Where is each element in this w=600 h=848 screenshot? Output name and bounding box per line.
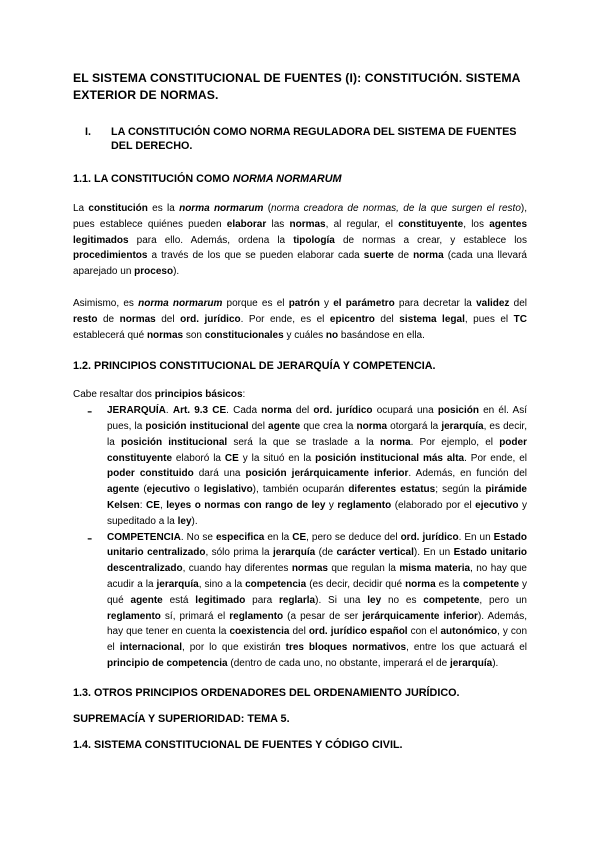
text-run: para (245, 594, 279, 606)
bold-term: competente (423, 594, 480, 606)
bold-term: ord. jurídico (180, 313, 241, 325)
text-run: ocupará una (372, 405, 438, 417)
text-run: , por lo que existirán (181, 642, 286, 654)
text-run: . Cada (226, 405, 262, 417)
text-run: : (139, 499, 147, 511)
bold-term: posición jerárquicamente inferior (245, 468, 409, 480)
bold-term: normas (291, 563, 328, 575)
paragraph-principios-intro (73, 387, 527, 403)
bold-term: patrón (288, 297, 320, 309)
bold-term: reglamento (337, 499, 392, 511)
text-run: de (97, 313, 120, 325)
bold-term: normas (289, 218, 326, 230)
bold-term: autonómico (440, 626, 498, 638)
bold-term: procedimientos (73, 250, 148, 262)
text-run: del (291, 405, 314, 417)
bold-term: agentes legitimados (73, 218, 528, 246)
italic-term: norma creadora de normas, de la que surgen el resto (271, 203, 521, 214)
bold-term: coexistencia (229, 626, 290, 638)
bold-term: Art. 9.3 CE (172, 405, 227, 417)
bold-term: epicentro (329, 313, 375, 325)
section-1-heading (73, 125, 527, 153)
bold-term: competente (462, 578, 520, 590)
text-run: , no hay que acudir a la (107, 563, 527, 590)
text-run: que crea la (300, 420, 357, 432)
bold-term: legislativo (203, 484, 253, 496)
text-run: basándose en ella. (338, 329, 425, 341)
text-run: . (165, 405, 173, 417)
text-run: en él. Así pues, la (107, 405, 527, 432)
text-run: o (190, 484, 204, 496)
bold-term: ejecutivo (146, 484, 191, 496)
text-run: : (242, 389, 246, 401)
bold-term: agente (107, 484, 140, 496)
text-run: , cuando hay diferentes (182, 563, 292, 575)
text-run: . Por ende, es el (240, 313, 330, 325)
bold-term: no (325, 329, 339, 341)
text-run: (a pesar de ser (283, 610, 363, 622)
text-run: porque es el (222, 297, 289, 309)
bold-term: jerárquicamente inferior (362, 610, 478, 622)
bold-term: jerarquía (449, 657, 493, 669)
bold-term: ley (177, 515, 192, 527)
text-run: y (319, 297, 334, 309)
bold-term: suerte (363, 250, 394, 262)
text-run: (es decir, decidir qué (306, 578, 406, 590)
bold-term: agente (268, 420, 301, 432)
bold-term: Estado unitario descentralizado (107, 547, 527, 575)
text-run: establecerá qué (73, 329, 147, 341)
text-run: dará una (193, 468, 246, 480)
text-run: ), pues establece quiénes pueden (73, 203, 527, 230)
bold-term: norma (356, 420, 388, 432)
list-dash: - (87, 403, 93, 421)
bold-term: TC (513, 313, 527, 325)
bold-term: Estado unitario centralizado (107, 531, 528, 559)
text-run: . Además, en función del (408, 468, 527, 480)
text-run: (dentro de cada uno, no obstante, imperará el de (227, 657, 450, 669)
bold-term: proceso (134, 266, 174, 278)
text-run: ). (173, 266, 180, 278)
text-run: ). (191, 515, 198, 527)
text-run: y cuáles (283, 329, 326, 341)
bold-term: COMPETENCIA (107, 531, 181, 543)
bold-term: agente (130, 594, 163, 606)
bold-term: validez (476, 297, 510, 309)
bold-term: norma normarum (138, 297, 223, 309)
text-run: sí, primará el (160, 610, 230, 622)
text-run: , al regular, el (325, 218, 399, 230)
heading-1-2: 1.2. PRINCIPIOS CONSTITUCIONAL DE JERARQUÍA Y COMPETENCIA. (73, 360, 436, 373)
text-run: será la que se traslade a la (227, 436, 380, 448)
text-run: en la (264, 531, 293, 543)
bold-term: norma (405, 578, 436, 590)
bold-term: posición institucional (120, 436, 228, 448)
text-run: , entre los que actuará el (406, 642, 528, 654)
bold-term: poder constituido (107, 468, 194, 480)
text-run: (cada una llevará aparejado un (73, 250, 527, 278)
text-run: , sino a la (198, 578, 246, 590)
bold-term: carácter vertical (336, 547, 414, 559)
heading-1-1 (73, 172, 527, 186)
bold-term: diferentes estatus (348, 484, 436, 496)
bold-term: CE (146, 499, 160, 511)
bold-term: ord. jurídico (313, 405, 373, 417)
text-run: ( (263, 203, 272, 214)
bold-term: posición institucional más alta (315, 452, 465, 464)
text-run: de normas a crear, y establece los (334, 234, 527, 246)
bold-term: internacional (119, 642, 182, 654)
text-run: son (183, 329, 205, 341)
bold-term: pirámide Kelsen (107, 484, 527, 511)
text-run: las (266, 218, 290, 230)
text-run: a través de los que se pueden elaborar cada (147, 250, 364, 262)
bold-term: constitucionales (204, 329, 284, 341)
bold-term: CE (224, 452, 239, 464)
document-page (73, 70, 527, 752)
text-run: del (509, 297, 527, 309)
bold-term: norma normarum (179, 203, 264, 214)
bold-term: reglarla (278, 594, 316, 606)
text-run: ( (139, 484, 147, 496)
text-run: con el (407, 626, 441, 638)
bold-term: normas (146, 329, 184, 341)
bold-term: tipología (293, 234, 335, 246)
heading-1-3: 1.3. OTROS PRINCIPIOS ORDENADORES DEL ORDENAMIENTO JURÍDICO. (73, 686, 460, 699)
text-run: , es decir, la (107, 420, 527, 448)
bold-term: leyes o normas con rango de ley (166, 499, 326, 511)
text-run: Asimismo, es (73, 297, 139, 309)
text-run: para ello. Además, ordena la (128, 234, 294, 246)
bold-term: poder constituyente (107, 436, 527, 464)
list-item-jerarquia (73, 403, 527, 529)
section-1-numeral: I. (85, 126, 91, 138)
list-item-competencia-text (107, 530, 527, 672)
bold-term: legitimado (195, 594, 246, 606)
bold-term: principio de competencia (107, 657, 228, 669)
text-run: para decretar la (394, 297, 477, 309)
text-run: Cabe resaltar dos (73, 389, 155, 401)
text-run: , pues el (464, 313, 514, 325)
text-run: de (393, 250, 414, 262)
text-run: ). Si una (315, 594, 368, 606)
bold-term: ejecutivo (475, 499, 519, 511)
text-run: , pero se deduce del (306, 531, 401, 543)
text-run: del (248, 420, 269, 432)
text-run: y supeditado a la (107, 499, 527, 527)
heading-1-4: 1.4. SISTEMA CONSTITUCIONAL DE FUENTES Y CÓDIGO CIVIL. (73, 738, 403, 751)
supremacia-heading: SUPREMACÍA Y SUPERIORIDAD: TEMA 5. (73, 712, 290, 725)
bold-term: tres bloques normativos (285, 642, 407, 654)
bold-term: resto (73, 313, 98, 325)
list-dash: - (87, 529, 93, 547)
list-item-jerarquia-text (107, 403, 527, 529)
text-run: . Por ejemplo, el (410, 436, 500, 448)
bold-term: reglamento (229, 610, 284, 622)
heading-1-1-italic: NORMA NORMARUM (232, 173, 342, 185)
text-run: ). Además, hay que tener en cuenta la (107, 610, 527, 638)
paragraph-norma-normarum-1 (73, 201, 527, 280)
bold-term: jerarquía (272, 547, 316, 559)
bold-term: posición institucional (145, 420, 249, 432)
text-run: La (73, 203, 89, 214)
bold-term: constitución (88, 203, 148, 214)
bold-term: ord. jurídico (400, 531, 459, 543)
text-run: . Por ende, el (464, 452, 527, 464)
text-run: ), también ocuparán (252, 484, 349, 496)
bold-term: el parámetro (333, 297, 395, 309)
paragraph-norma-normarum-2 (73, 296, 527, 343)
text-run: del (289, 626, 309, 638)
bold-term: reglamento (107, 610, 161, 622)
text-run: y la situó en la (238, 452, 316, 464)
bold-term: normas (119, 313, 156, 325)
text-run: que regulan la (327, 563, 400, 575)
bold-term: posición (437, 405, 479, 417)
list-item-competencia (73, 530, 527, 672)
text-run: y (325, 499, 338, 511)
bold-term: norma (380, 436, 411, 448)
section-1-title: LA CONSTITUCIÓN COMO NORMA REGULADORA DEL SISTEMA DE FUENTES DEL DERECHO. (111, 126, 517, 152)
text-run: es la (147, 203, 180, 214)
bold-term: especifica (215, 531, 265, 543)
bold-term: elaborar (226, 218, 267, 230)
bold-term: principios básicos (154, 389, 243, 401)
bold-term: sistema legal (399, 313, 465, 325)
text-run: del (374, 313, 400, 325)
text-run: (elaborado por el (391, 499, 476, 511)
text-run: . En un (458, 531, 494, 543)
document-title: EL SISTEMA CONSTITUCIONAL DE FUENTES (I): CONSTITUCIÓN. SISTEMA EXTERIOR DE NORMAS. (73, 71, 521, 102)
text-run: , los (463, 218, 490, 230)
bold-term: competencia (245, 578, 307, 590)
heading-1-1-prefix: 1.1. LA CONSTITUCIÓN COMO (73, 173, 233, 185)
bold-term: norma (413, 250, 444, 262)
text-run: ; según la (435, 484, 486, 496)
text-run: no es (381, 594, 424, 606)
text-run: . No se (180, 531, 216, 543)
text-run: , y con el (107, 626, 528, 654)
bold-term: norma (261, 405, 292, 417)
text-run: , (159, 499, 167, 511)
bold-term: misma materia (399, 563, 471, 575)
text-run: ). En un (413, 547, 454, 559)
text-run: elaboró la (172, 452, 225, 464)
text-run: (de (315, 547, 337, 559)
bold-term: jerarquía (156, 578, 199, 590)
bold-term: constituyente (398, 218, 464, 230)
text-run: es la (435, 578, 463, 590)
bold-term: JERARQUÍA (107, 405, 166, 417)
text-run: , pero un (479, 594, 527, 606)
bold-term: ley (367, 594, 382, 606)
text-run: está (162, 594, 196, 606)
bold-term: CE (292, 531, 307, 543)
text-run: otorgará la (387, 420, 442, 432)
bold-term: ord. jurídico español (308, 626, 408, 638)
text-run: , sólo prima la (205, 547, 273, 559)
text-run: y qué (107, 578, 527, 606)
principles-list (73, 403, 527, 672)
text-run: ). (492, 657, 499, 669)
text-run: del (155, 313, 181, 325)
bold-term: jerarquía (441, 420, 484, 432)
